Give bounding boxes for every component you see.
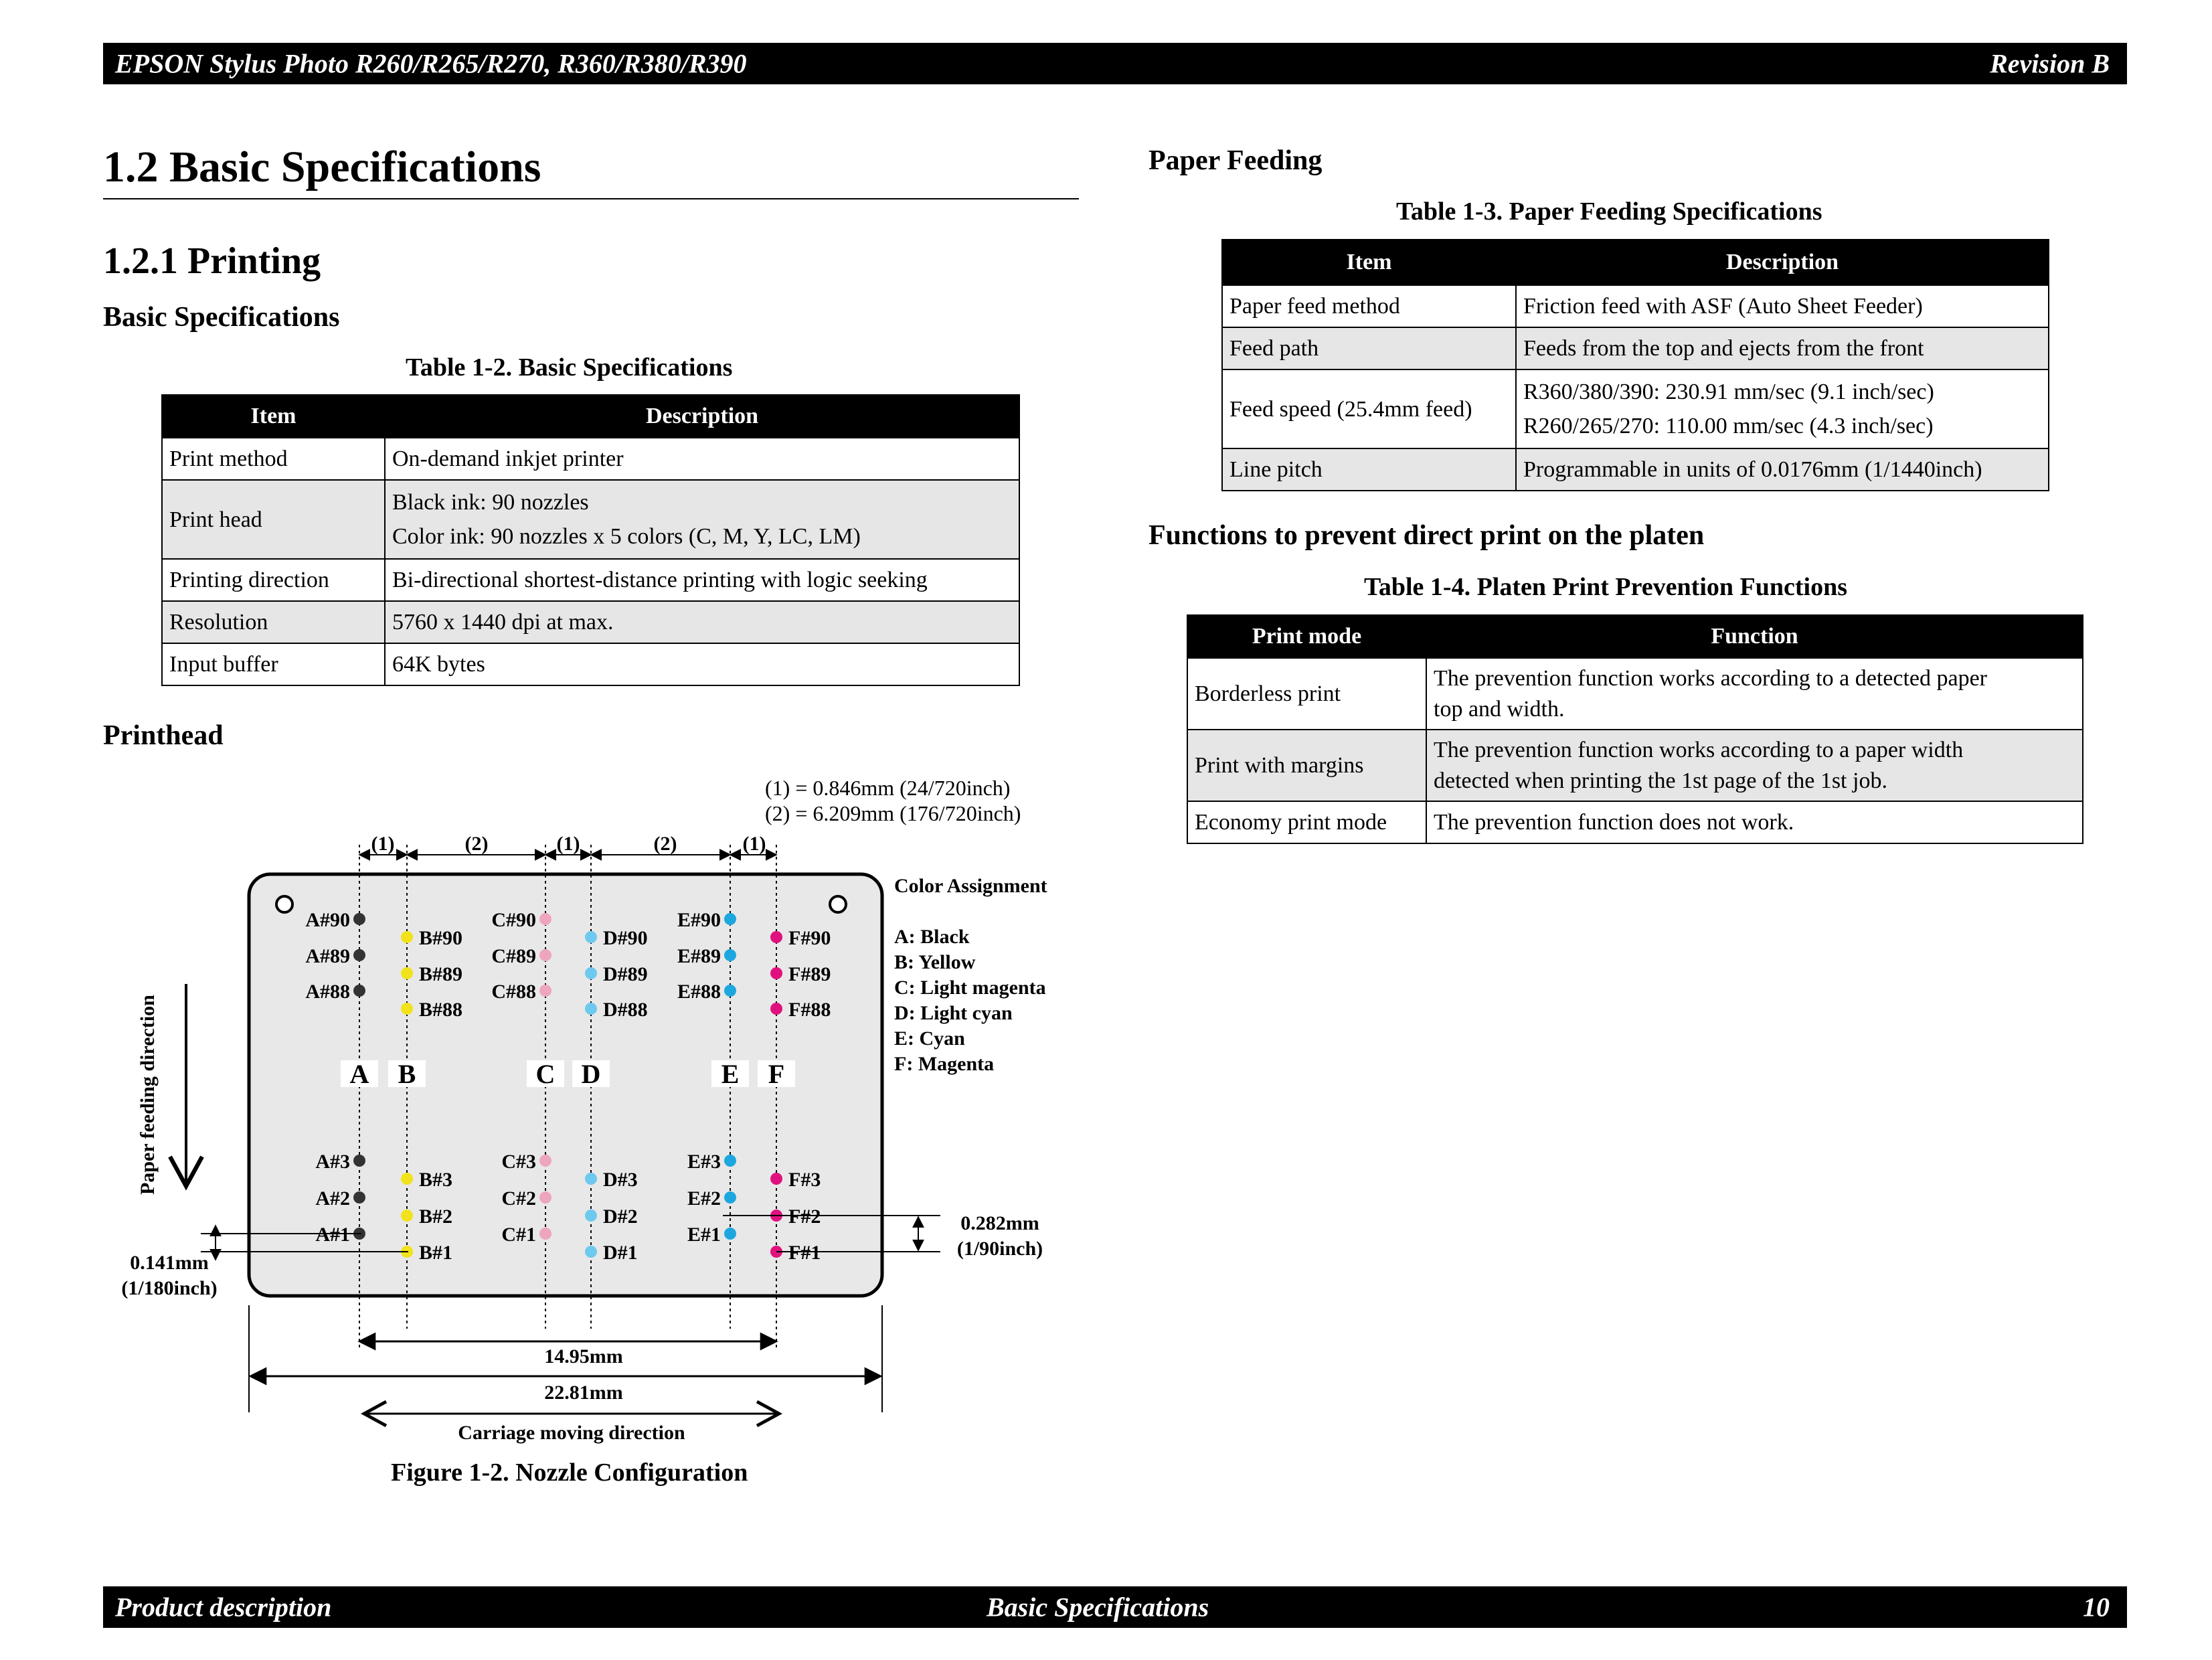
table-row bbox=[1222, 285, 2049, 327]
platen-heading: Functions to prevent direct print on the platen bbox=[1148, 520, 1705, 551]
spacing-label: (2) bbox=[653, 833, 677, 855]
description-cell: On-demand inkjet printer bbox=[385, 438, 1019, 480]
table-row bbox=[1222, 369, 2049, 448]
nozzle-label: C#1 bbox=[501, 1224, 536, 1246]
nozzle-label: C#3 bbox=[501, 1151, 536, 1173]
nozzle-dot bbox=[585, 967, 597, 979]
column-header: Item bbox=[1222, 240, 1516, 285]
color-assignment-item: B: Yellow bbox=[894, 951, 976, 973]
footer-center: Basic Specifications bbox=[987, 1592, 1209, 1623]
basic-specs-caption: Table 1-2. Basic Specifications bbox=[406, 353, 733, 382]
table-row bbox=[1187, 801, 2083, 843]
nozzle-dot bbox=[585, 931, 597, 943]
nozzle-label: E#89 bbox=[677, 945, 721, 967]
item-cell: Feed speed (25.4mm feed) bbox=[1222, 369, 1516, 448]
nozzle-label: B#90 bbox=[419, 927, 463, 949]
description-cell: The prevention function works according to a paper width detected when printing the 1st page of the 1st job. bbox=[1426, 730, 2083, 801]
nozzle-label: D#89 bbox=[603, 963, 648, 985]
nozzle-label: E#3 bbox=[687, 1151, 721, 1173]
item-cell: Print method bbox=[162, 438, 385, 480]
item-cell: Input buffer bbox=[162, 643, 385, 685]
description-cell: 64K bytes bbox=[385, 643, 1019, 685]
color-assignment-item: A: Black bbox=[894, 926, 970, 948]
small-offset-inch: (1/180inch) bbox=[121, 1277, 218, 1299]
item-cell: Printing direction bbox=[162, 559, 385, 601]
printhead-heading: Printhead bbox=[103, 720, 224, 751]
nozzle-dot bbox=[539, 1228, 551, 1240]
color-assignment-item: E: Cyan bbox=[894, 1027, 965, 1050]
nozzle-label: E#88 bbox=[677, 981, 721, 1003]
nozzle-dot bbox=[539, 985, 551, 997]
item-cell: Paper feed method bbox=[1222, 285, 1516, 327]
nozzle-label: F#88 bbox=[788, 999, 831, 1021]
large-offset-mm: 0.282mm bbox=[960, 1212, 1039, 1234]
paper-feeding-caption: Table 1-3. Paper Feeding Specifications bbox=[1396, 197, 1822, 226]
spacing-label: (1) bbox=[742, 833, 766, 855]
header-title: EPSON Stylus Photo R260/R265/R270, R360/R380/R390 bbox=[115, 48, 747, 79]
nozzle-label: A#2 bbox=[315, 1187, 350, 1210]
nozzle-label: D#3 bbox=[603, 1169, 638, 1191]
table-row bbox=[1187, 730, 2083, 801]
mounting-hole bbox=[830, 896, 846, 912]
nozzle-label: E#2 bbox=[687, 1187, 721, 1210]
nozzle-dot bbox=[724, 949, 736, 961]
description-cell: Feeds from the top and ejects from the front bbox=[1516, 327, 2049, 369]
description-cell: Bi-directional shortest-distance printing with logic seeking bbox=[385, 559, 1019, 601]
spacing-label: (1) bbox=[371, 833, 395, 855]
row-letter: F bbox=[768, 1059, 785, 1089]
nozzle-label: D#90 bbox=[603, 927, 648, 949]
mounting-hole bbox=[276, 896, 292, 912]
nozzle-dot bbox=[539, 913, 551, 925]
pitch-note-2: (2) = 6.209mm (176/720inch) bbox=[765, 801, 1021, 825]
nozzle-dot bbox=[401, 931, 413, 943]
row-letter: C bbox=[535, 1059, 556, 1089]
nozzle-dot bbox=[724, 913, 736, 925]
subsection-title: 1.2.1 Printing bbox=[103, 240, 321, 282]
item-cell: Print head bbox=[162, 480, 385, 559]
figure-caption: Figure 1-2. Nozzle Configuration bbox=[391, 1459, 748, 1487]
description-cell: R360/380/390: 230.91 mm/sec (9.1 inch/sec) R260/265/270: 110.00 mm/sec (4.3 inch/sec) bbox=[1516, 369, 2049, 448]
outer-width-label: 22.81mm bbox=[544, 1382, 623, 1404]
nozzle-label: A#88 bbox=[305, 981, 350, 1003]
column-header: Description bbox=[1516, 240, 2049, 285]
pitch-note-1: (1) = 0.846mm (24/720inch) bbox=[765, 776, 1011, 800]
nozzle-dot bbox=[585, 1173, 597, 1185]
platen-caption: Table 1-4. Platen Print Prevention Functions bbox=[1364, 573, 1847, 601]
nozzle-label: C#88 bbox=[491, 981, 536, 1003]
description-cell: 5760 x 1440 dpi at max. bbox=[385, 601, 1019, 643]
nozzle-dot bbox=[539, 1155, 551, 1167]
nozzle-label: D#1 bbox=[603, 1242, 638, 1264]
paper-feeding-table bbox=[1221, 239, 2049, 491]
nozzle-label: F#1 bbox=[788, 1242, 821, 1264]
description-cell: Programmable in units of 0.0176mm (1/1440inch) bbox=[1516, 448, 2049, 491]
nozzle-label: F#3 bbox=[788, 1169, 821, 1191]
description-cell: Friction feed with ASF (Auto Sheet Feeder) bbox=[1516, 285, 2049, 327]
color-assignment-item: F: Magenta bbox=[894, 1053, 995, 1075]
nozzle-label: A#89 bbox=[305, 945, 350, 967]
footer-left: Product description bbox=[115, 1592, 332, 1623]
nozzle-label: D#2 bbox=[603, 1206, 638, 1228]
column-header: Item bbox=[162, 395, 385, 438]
nozzle-label: C#2 bbox=[501, 1187, 536, 1210]
nozzle-label: D#88 bbox=[603, 999, 648, 1021]
section-title: 1.2 Basic Specifications bbox=[103, 143, 541, 191]
row-letter: D bbox=[581, 1059, 601, 1089]
nozzle-dot bbox=[401, 1173, 413, 1185]
header-revision: Revision B bbox=[1990, 48, 2110, 79]
nozzle-dot bbox=[539, 949, 551, 961]
nozzle-dot bbox=[401, 1210, 413, 1222]
nozzle-dot bbox=[353, 985, 365, 997]
nozzle-dot bbox=[770, 1003, 782, 1015]
nozzle-dot bbox=[770, 967, 782, 979]
nozzle-dot bbox=[353, 913, 365, 925]
nozzle-dot bbox=[401, 1003, 413, 1015]
table-header-row bbox=[1222, 240, 2049, 285]
description-cell: The prevention function works according to a detected paper top and width. bbox=[1426, 658, 2083, 730]
nozzle-dot bbox=[353, 949, 365, 961]
spacing-label: (1) bbox=[556, 833, 580, 855]
paper-feeding-heading: Paper Feeding bbox=[1148, 145, 1323, 176]
color-assignment-item: D: Light cyan bbox=[894, 1002, 1013, 1024]
nozzle-spacing-dimensions bbox=[359, 833, 776, 855]
row-letter: A bbox=[349, 1059, 369, 1089]
nozzle-dot bbox=[585, 1210, 597, 1222]
description-cell: Black ink: 90 nozzles Color ink: 90 nozzles x 5 colors (C, M, Y, LC, LM) bbox=[385, 480, 1019, 559]
feed-direction-label: Paper feeding direction bbox=[137, 995, 159, 1195]
nozzle-dot bbox=[585, 1003, 597, 1015]
column-header: Print mode bbox=[1187, 615, 1426, 658]
large-offset-inch: (1/90inch) bbox=[956, 1238, 1043, 1260]
item-cell: Print with margins bbox=[1187, 730, 1426, 801]
nozzle-label: B#3 bbox=[419, 1169, 453, 1191]
nozzle-dot bbox=[770, 1173, 782, 1185]
nozzle-dot bbox=[724, 1191, 736, 1204]
nozzle-label: A#3 bbox=[315, 1151, 350, 1173]
nozzle-label: B#88 bbox=[419, 999, 463, 1021]
footer-page-number: 10 bbox=[2083, 1592, 2110, 1623]
nozzle-label: A#90 bbox=[305, 909, 350, 931]
description-cell: The prevention function does not work. bbox=[1426, 801, 2083, 843]
nozzle-dot bbox=[770, 931, 782, 943]
row-letter: B bbox=[398, 1059, 416, 1089]
color-assignment-title: Color Assignment bbox=[894, 875, 1047, 897]
nozzle-label: F#89 bbox=[788, 963, 831, 985]
nozzle-dot bbox=[724, 985, 736, 997]
item-cell: Economy print mode bbox=[1187, 801, 1426, 843]
nozzle-label: F#2 bbox=[788, 1206, 821, 1228]
column-header: Description bbox=[385, 395, 1019, 438]
inner-width-label: 14.95mm bbox=[544, 1345, 623, 1367]
nozzle-dot bbox=[585, 1246, 597, 1258]
table-row bbox=[1222, 448, 2049, 491]
nozzle-label: B#2 bbox=[419, 1206, 453, 1228]
nozzle-dot bbox=[401, 967, 413, 979]
nozzle-label: E#90 bbox=[677, 909, 721, 931]
nozzle-label: C#89 bbox=[491, 945, 536, 967]
table-row bbox=[1187, 658, 2083, 730]
item-cell: Borderless print bbox=[1187, 658, 1426, 730]
spacing-label: (2) bbox=[464, 833, 489, 855]
nozzle-label: F#90 bbox=[788, 927, 831, 949]
item-cell: Line pitch bbox=[1222, 448, 1516, 491]
row-letter: E bbox=[721, 1059, 740, 1089]
color-assignment-item: C: Light magenta bbox=[894, 977, 1046, 999]
basic-specs-heading: Basic Specifications bbox=[103, 302, 340, 333]
nozzle-label: B#1 bbox=[419, 1242, 453, 1264]
nozzle-dot bbox=[353, 1155, 365, 1167]
nozzle-label: E#1 bbox=[687, 1224, 721, 1246]
nozzle-label: B#89 bbox=[419, 963, 463, 985]
table-header-row bbox=[1187, 615, 2083, 658]
nozzle-dot bbox=[724, 1228, 736, 1240]
item-cell: Feed path bbox=[1222, 327, 1516, 369]
nozzle-label: C#90 bbox=[491, 909, 536, 931]
nozzle-dot bbox=[724, 1155, 736, 1167]
table-row bbox=[1222, 327, 2049, 369]
platen-table bbox=[1187, 614, 2083, 844]
carriage-direction-label: Carriage moving direction bbox=[458, 1422, 685, 1444]
nozzle-dot bbox=[539, 1191, 551, 1204]
nozzle-dot bbox=[353, 1191, 365, 1204]
item-cell: Resolution bbox=[162, 601, 385, 643]
small-offset-mm: 0.141mm bbox=[130, 1252, 209, 1274]
column-header: Function bbox=[1426, 615, 2083, 658]
nozzle-label: A#1 bbox=[315, 1224, 350, 1246]
